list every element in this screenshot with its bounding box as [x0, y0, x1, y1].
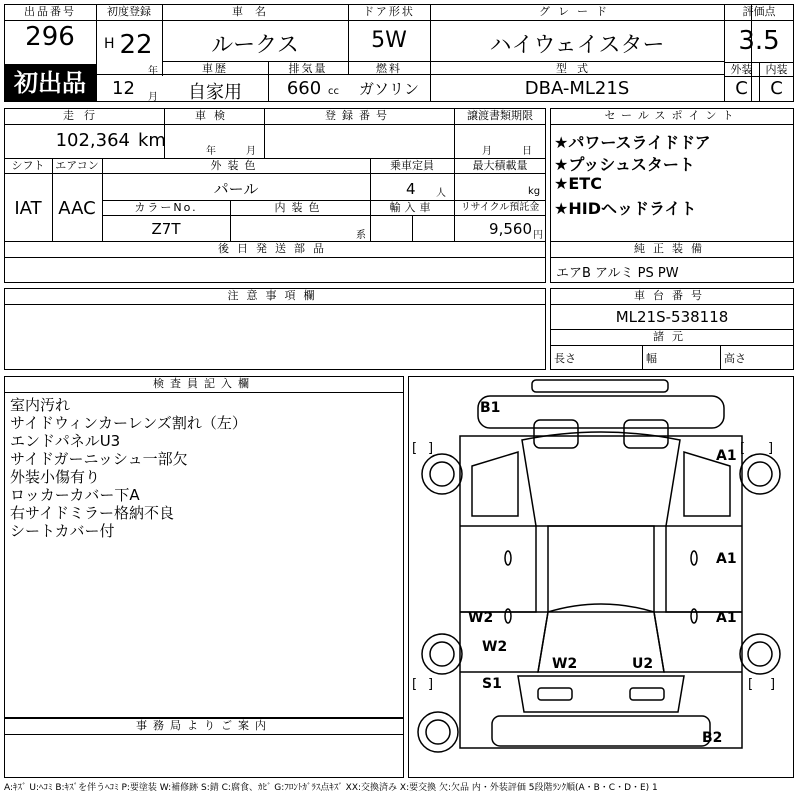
left-front-door: [460, 526, 536, 612]
notes-label: 注意事項欄: [227, 289, 323, 302]
rear-lamp-right: [630, 688, 664, 700]
svg-text:[: [: [740, 441, 746, 456]
equipment-label: 純正装備: [634, 242, 710, 255]
ac-label: エアコン: [55, 159, 99, 172]
year-unit: 年: [148, 66, 158, 77]
load-unit: kg: [528, 186, 541, 197]
windshield: [522, 432, 680, 526]
month-unit: 月: [148, 92, 158, 103]
grade: ハイウェイスター: [489, 33, 665, 58]
reg-month: 12: [112, 78, 135, 99]
length-label: 長さ: [554, 352, 576, 365]
car-name: ルークス: [211, 33, 299, 58]
color-no: Z7T: [151, 220, 181, 238]
interior-grade: C: [770, 78, 783, 99]
inspector-line: エンドパネルU3: [10, 432, 121, 450]
tire-front-right: [740, 454, 780, 494]
displacement-unit: cc: [328, 86, 339, 97]
doc-month: 月: [482, 146, 492, 157]
right-front-door: [666, 526, 742, 612]
mileage: 102,364: [55, 130, 130, 151]
exterior-label: 外装: [730, 63, 753, 76]
body-outline: [460, 436, 742, 748]
displacement: 660: [286, 78, 322, 99]
inspection-month: 月: [246, 146, 256, 157]
ext-color-label: 外装色: [210, 159, 262, 172]
import-label: 輸入車: [389, 201, 435, 214]
recycle-unit: 円: [533, 230, 543, 241]
inspector-line: ロッカーカバー下A: [10, 486, 140, 504]
sales-point-item: ★ETC: [554, 174, 602, 193]
inspector-label: 検査員記入欄: [153, 377, 255, 390]
ac: AAC: [58, 198, 96, 219]
inspector-line: 右サイドミラー格納不良: [10, 504, 174, 522]
sales-point-item: ★プッシュスタート: [554, 155, 695, 174]
mark-a1-low: A1: [716, 610, 737, 626]
inspector-line: サイドガーニッシュ一部欠: [10, 450, 188, 468]
chassis-number: ML21S-538118: [615, 308, 729, 326]
tire-rear-left: [422, 634, 462, 674]
dims-label: 諸元: [653, 330, 691, 343]
recycle-label: リサイクル預託金: [460, 202, 540, 213]
mark-s1: S1: [482, 676, 502, 692]
inspection-year: 年: [206, 146, 216, 157]
shift: IAT: [14, 198, 42, 219]
left-front-glass: [472, 452, 518, 516]
recycle-fee: 9,560: [489, 220, 532, 238]
interior-label: 内装: [765, 63, 788, 76]
chassis-label: 車台番号: [634, 289, 710, 302]
inspector-line: 室内汚れ: [10, 396, 71, 414]
svg-text:[: [: [748, 677, 754, 692]
office-label: 事務局よりご案内: [136, 719, 272, 732]
fuel-label: 燃料: [376, 62, 402, 75]
exterior-grade: C: [735, 78, 748, 99]
inspector-line: 外装小傷有り: [10, 468, 101, 486]
doc-day: 日: [522, 146, 532, 157]
reg-year: 22: [119, 30, 153, 60]
svg-text:]: ]: [770, 677, 776, 692]
capacity-label: 乗車定員: [390, 159, 434, 172]
svg-text:]: ]: [428, 677, 434, 692]
first-listing-text: 初出品: [14, 69, 86, 97]
mark-w2-left: W2: [468, 610, 494, 626]
height-label: 高さ: [724, 352, 746, 365]
lot-number: 296: [25, 22, 75, 52]
svg-text:[: [: [412, 441, 418, 456]
mark-a1-top: A1: [716, 448, 737, 464]
car-diagram-svg: [408, 376, 794, 778]
displacement-label: 排気量: [288, 62, 328, 75]
model: DBA-ML21S: [524, 78, 630, 99]
first-reg-label: 初度登録: [107, 5, 151, 18]
ext-color: パール: [213, 180, 259, 198]
mark-u2: U2: [632, 656, 654, 672]
rear-bumper: [492, 716, 710, 746]
score-label: 評価点: [742, 5, 776, 18]
mark-w2-rear: W2: [552, 656, 578, 672]
capacity-unit: 人: [436, 188, 446, 199]
tire-rear-right: [740, 634, 780, 674]
shift-label: シフト: [11, 159, 45, 172]
inspector-line: サイドウィンカーレンズ割れ（左）: [10, 414, 247, 432]
mark-b1: B1: [480, 400, 501, 416]
svg-text:]: ]: [768, 441, 774, 456]
inspection-label: 車検: [195, 109, 233, 122]
model-label: 型式: [556, 62, 598, 75]
int-color-label: 内装色: [274, 201, 326, 214]
reg-number-label: 登録番号: [325, 109, 393, 122]
int-color-unit: 系: [356, 230, 366, 241]
history: 自家用: [188, 82, 242, 103]
sales-point-item: ★HIDヘッドライト: [554, 199, 697, 218]
tailgate: [518, 676, 684, 712]
door-type: 5W: [371, 28, 407, 53]
doc-deadline-label: 譲渡書類期限: [467, 109, 533, 122]
tire-front-left: [422, 454, 462, 494]
door-label: ドア形状: [363, 5, 415, 18]
fuel: ガソリン: [358, 80, 419, 98]
equipment-value: エアB アルミ PS PW: [556, 266, 679, 281]
legend-footer: A:ｷｽﾞ U:ﾍｺﾐ B:ｷｽﾞを伴うﾍｺﾐ P:要塗装 W:補修跡 S:錆 C:腐食、ｶﾋﾞ G:ﾌﾛﾝﾄｶﾞﾗｽ点ｷｽﾞ XX:交換済み X:要交換 欠:欠品 内・外装評価 5段階ﾗﾝｸ順(A・B・C・D・E) 1: [4, 783, 658, 793]
svg-text:]: ]: [428, 441, 434, 456]
mark-b2: B2: [702, 730, 723, 746]
color-no-label: カラーNo.: [134, 201, 198, 214]
grade-label: グレード: [539, 5, 615, 18]
later-parts-label: 後日発送部品: [218, 242, 332, 255]
roof: [548, 526, 654, 612]
rear-lamp-left: [538, 688, 572, 700]
score: 3.5: [738, 26, 780, 56]
front-bumper: [532, 380, 668, 392]
svg-text:[: [: [412, 677, 418, 692]
inspector-line: シートカバー付: [10, 522, 115, 540]
era: H: [104, 36, 115, 52]
history-label: 車歴: [202, 62, 228, 75]
capacity: 4: [406, 180, 416, 198]
first-listing-badge: [4, 64, 96, 102]
spare-tire: [418, 712, 458, 752]
mark-w2-left2: W2: [482, 639, 508, 655]
mileage-label: 走行: [63, 109, 105, 122]
hood: [478, 396, 724, 428]
sales-point-item: ★パワースライドドア: [554, 133, 711, 152]
mark-a1-mid: A1: [716, 551, 737, 567]
mileage-unit: km: [138, 130, 166, 151]
sales-points-label: セールスポイント: [604, 109, 740, 122]
car-name-label: 車名: [232, 5, 278, 18]
width-label: 幅: [646, 352, 657, 365]
lot-label: 出品番号: [24, 5, 76, 18]
load-label: 最大積載量: [472, 159, 528, 172]
